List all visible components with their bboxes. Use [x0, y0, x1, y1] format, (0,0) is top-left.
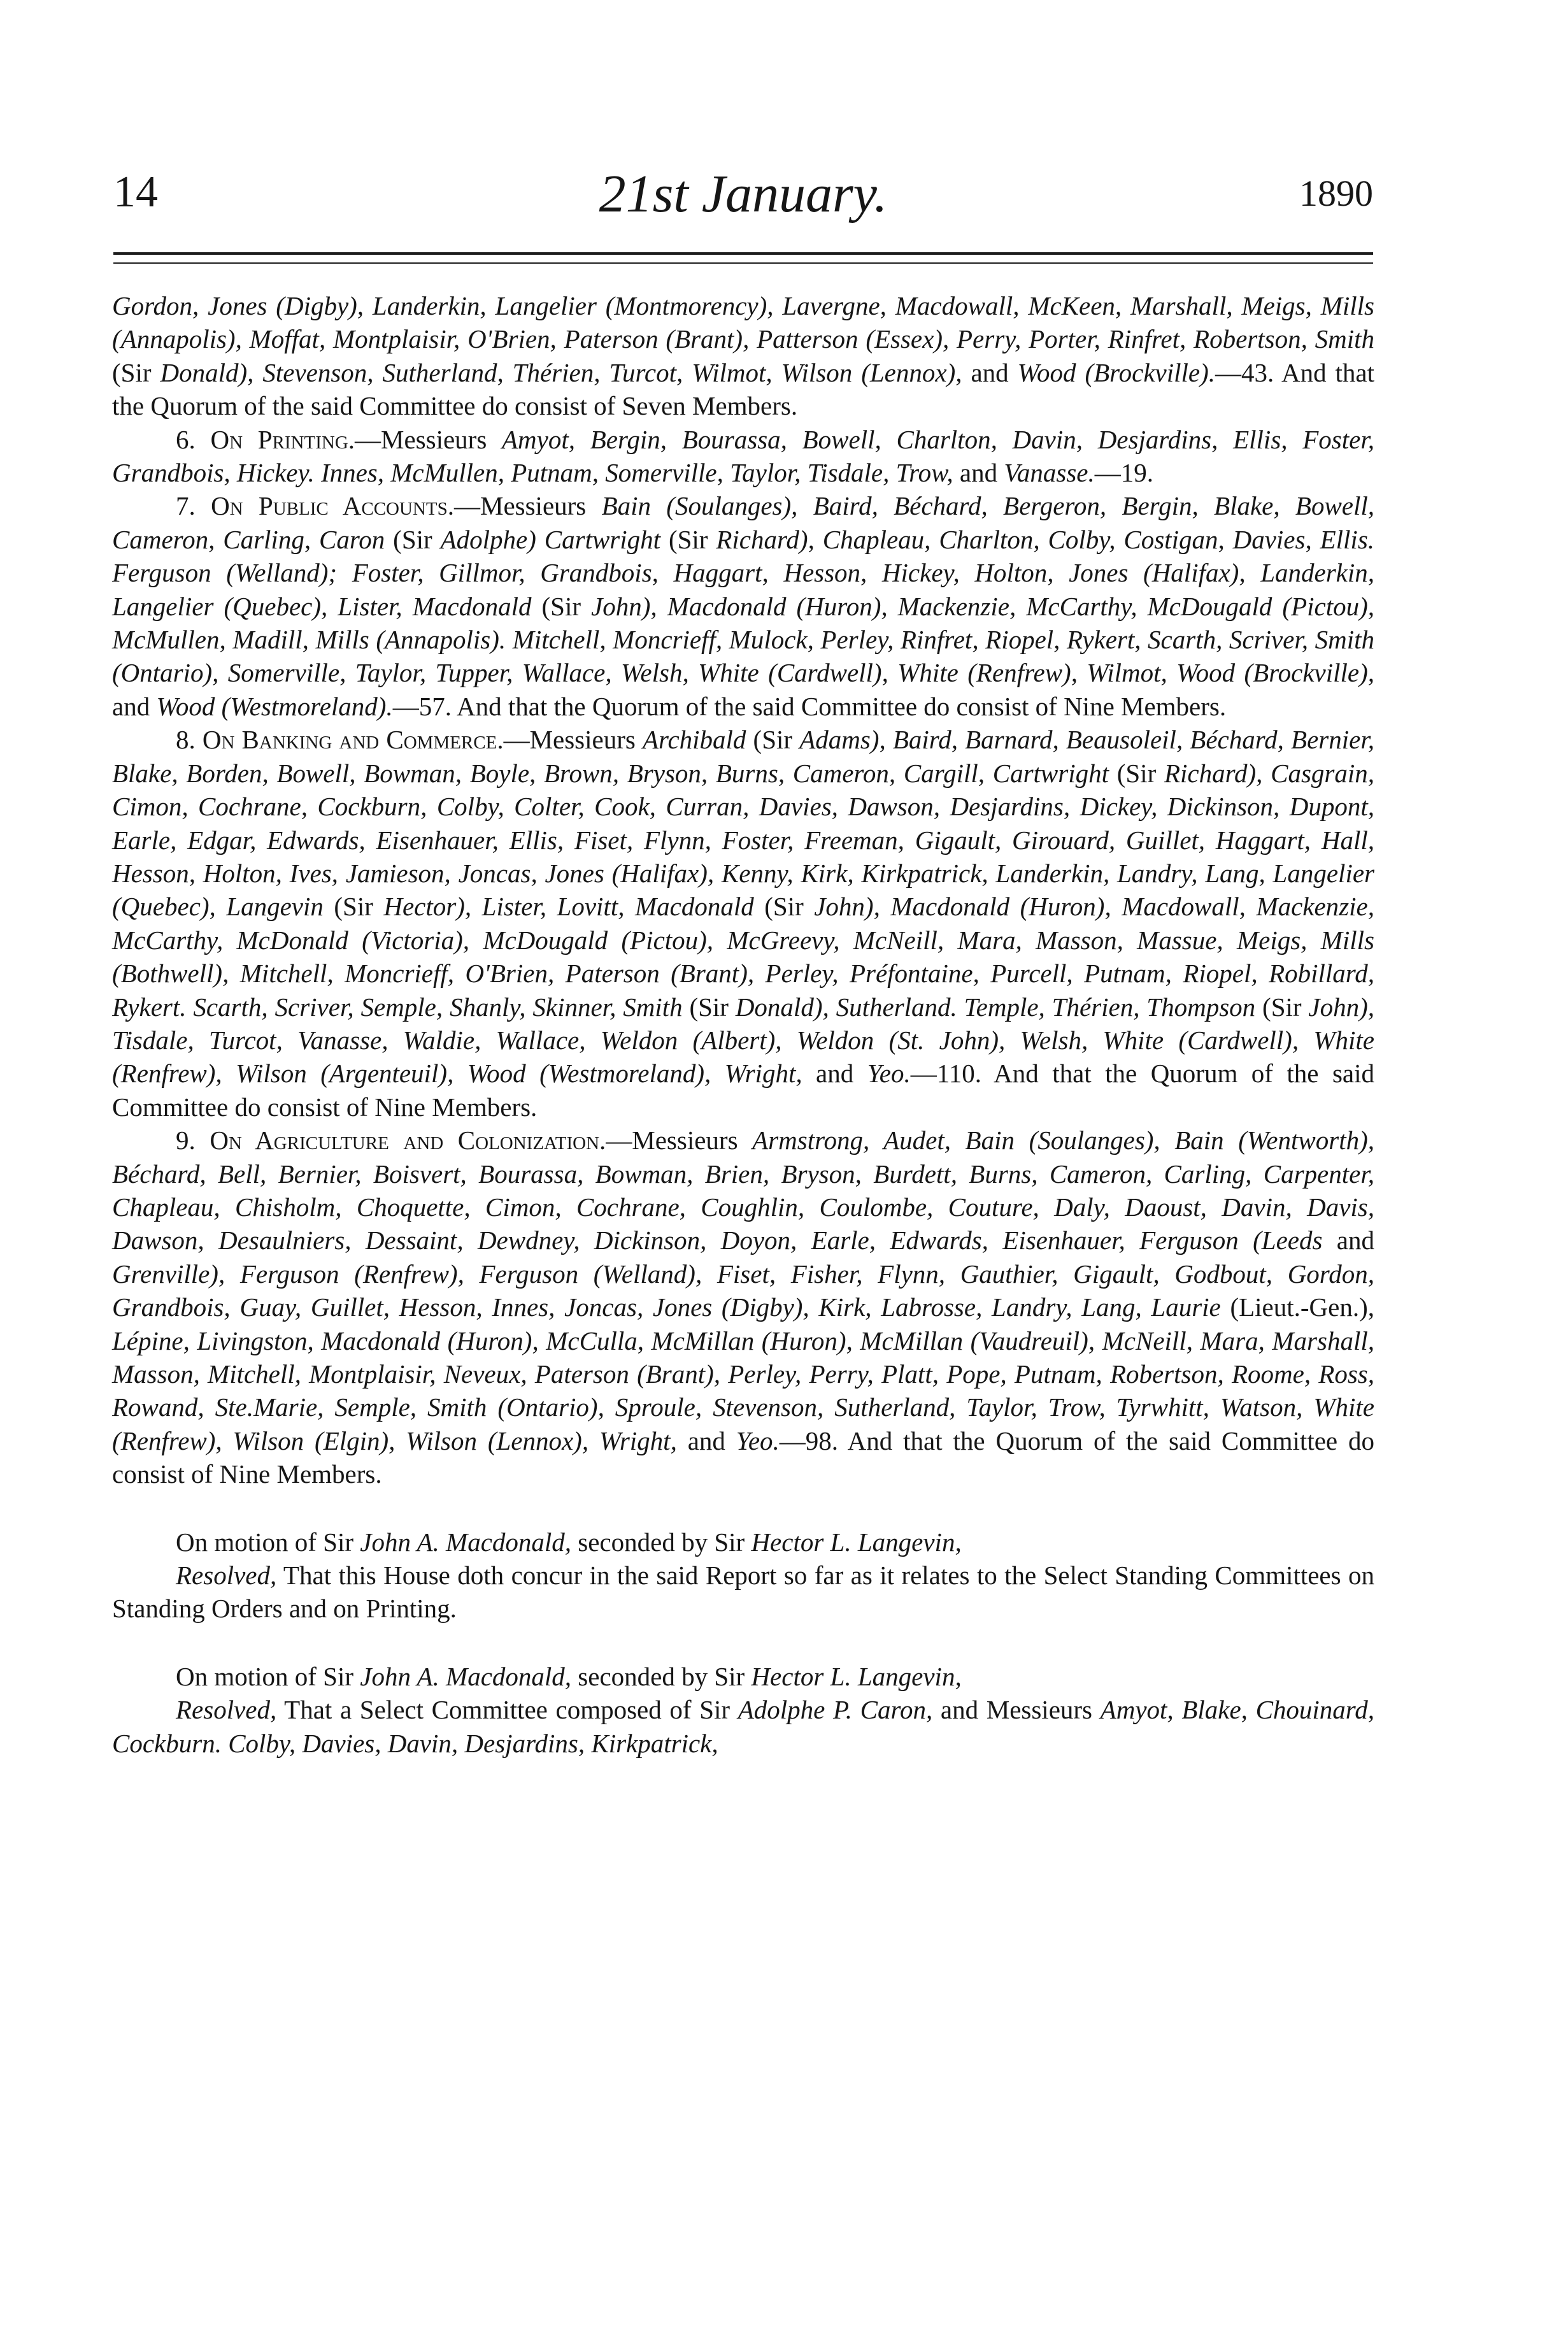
text-run: —Messieurs	[606, 1126, 753, 1155]
member-names: Hector L. Langevin,	[751, 1527, 962, 1557]
member-names: John), Macdonald (Huron), Macdowall, Mackenzie, McCarthy, McDonald (Victoria), McDougald (Pictou), McGreevy, McNeill, Mara, Masson, Massue, Meigs, Mills (Bothwell), Mitchell, Moncrieff, O'Brien, Paterson (Brant), Perley, Préfontaine, Purcell, Putnam, Riopel, Robillard, Rykert. Scarth, Scriver, Semple, Shanly, Skinner, Smith	[112, 892, 1374, 1022]
member-names: Gordon, Jones (Digby), Landerkin, Langelier (Montmorency), Lavergne, Macdowall, McKeen, Marshall, Meigs, Mills (Annapolis), Moffat, Montplaisir, O'Brien, Paterson (Brant), Patterson (Essex), Perry, Porter, Rinfret, Robertson, Smith	[112, 291, 1374, 354]
text-run: —110. And that the Quorum of the said Committee do consist of Nine Members.	[112, 1059, 1375, 1122]
member-names: Hector), Lister, Lovitt, Macdonald	[383, 892, 754, 922]
member-names: Vanasse.	[1004, 458, 1095, 488]
member-names: John A. Macdonald,	[360, 1661, 572, 1691]
text-run: and	[112, 691, 157, 721]
committee-heading: On Public Accounts.	[211, 491, 454, 521]
header-rule-thin	[113, 262, 1373, 264]
text-run: That a Select Committee composed of Sir	[276, 1695, 738, 1725]
member-names: Donald), Sutherland. Temple, Thérien, Thompson	[735, 992, 1256, 1022]
member-names: Donald), Stevenson, Sutherland, Thérien, Turcot, Wilmot, Wilson (Lennox),	[160, 357, 962, 387]
page-year: 1890	[1299, 173, 1373, 214]
committee-heading: On Printing.	[210, 424, 355, 454]
resolution-second	[112, 1693, 1374, 1760]
text-run: and Messieurs	[932, 1695, 1101, 1725]
text-run: That this House doth concur in the said Report so far as it relates to the Select Standing Committees on Standing Orders and on Printing.	[112, 1561, 1374, 1624]
text-run: seconded by Sir	[571, 1527, 752, 1557]
text-run: (Sir	[1109, 758, 1164, 788]
page-number: 14	[113, 168, 158, 217]
member-names: Wood (Westmoreland).	[156, 691, 393, 721]
resolution-first	[112, 1559, 1374, 1626]
text-run: —Messieurs	[453, 491, 602, 521]
text-run: 8.	[176, 725, 203, 755]
text-run: —Messieurs	[355, 424, 502, 454]
committee-public-accounts	[112, 489, 1374, 723]
text-run: (Sir	[531, 591, 592, 621]
text-run: On motion of Sir	[176, 1527, 360, 1557]
text-run: (Sir	[682, 992, 736, 1022]
text-run: and	[1322, 1226, 1374, 1255]
member-names: John), Tisdale, Turcot, Vanasse, Waldie, Wallace, Weldon (Albert), Weldon (St. John), Welsh, White (Cardwell), White (Renfrew), Wilson (Argenteuil), Wood (Westmoreland), Wright,	[112, 992, 1375, 1089]
committee-banking-commerce	[112, 723, 1374, 1124]
member-names: Wood (Brockville).	[1017, 357, 1215, 387]
member-names: Armstrong, Audet, Bain (Soulanges), Bain (Wentworth), Béchard, Bell, Bernier, Boisvert, Bourassa, Bowman, Brien, Bryson, Burdett, Burns, Cameron, Carling, Carpenter, Chapleau, Chisholm, Choquette, Cimon, Cochrane, Coughlin, Coulombe, Couture, Daly, Daoust, Davin, Davis, Dawson, Desaulniers, Dessaint, Dewdney, Dickinson, Doyon, Earle, Edwards, Eisenhauer, Ferguson (Leeds	[112, 1126, 1374, 1255]
text-run: and	[802, 1059, 867, 1089]
committee-heading: On Banking and Commerce.	[202, 725, 504, 755]
text-run: —19.	[1094, 458, 1153, 488]
member-names: Adolphe P. Caron,	[738, 1695, 933, 1725]
text-run: (Sir	[323, 892, 384, 922]
member-names: John A. Macdonald,	[360, 1527, 572, 1557]
member-names: Yeo.	[736, 1426, 780, 1455]
committee-printing	[112, 423, 1374, 490]
text-run: On motion of Sir	[176, 1661, 360, 1691]
committee-agriculture-colonization	[112, 1124, 1374, 1490]
text-run: seconded by Sir	[571, 1661, 752, 1691]
text-run: —98. And that the Quorum of the said Committee do consist of Nine Members.	[112, 1426, 1374, 1489]
text-run: (Lieut.-Gen.),	[1220, 1292, 1375, 1322]
text-run: and	[676, 1426, 736, 1455]
text-run: (Sir	[112, 357, 160, 387]
text-run: (Sir	[385, 524, 441, 554]
member-names: Adolphe) Cartwright	[440, 524, 661, 554]
text-run: —57. And that the Quorum of the said Committee do consist of Nine Members.	[392, 691, 1227, 721]
page-body	[112, 289, 1374, 1760]
member-names: John), Macdonald (Huron), Mackenzie, McCarthy, McDougald (Pictou), McMullen, Madill, Mills (Annapolis). Mitchell, Moncrieff, Mulock, Perley, Rinfret, Riopel, Rykert, Scarth, Scriver, Smith (Ontario), Somerville, Taylor, Tupper, Wallace, Welsh, White (Cardwell), White (Renfrew), Wilmot, Wood (Brockville),	[112, 591, 1374, 688]
text-run: (Sir	[753, 892, 815, 922]
member-names: Amyot, Blake, Chouinard, Cockburn. Colby, Davies, Davin, Desjardins, Kirkpatrick,	[112, 1695, 1374, 1758]
member-names: Resolved,	[176, 1561, 277, 1590]
page-header	[113, 164, 1373, 231]
text-run: (Sir	[746, 725, 800, 755]
motion-first	[112, 1526, 1374, 1559]
page-date: 21st January.	[599, 164, 888, 224]
text-run: (Sir	[660, 524, 716, 554]
committee-heading: On Agriculture and Colonization.	[210, 1126, 606, 1155]
member-names: Amyot, Bergin, Bourassa, Bowell, Charlton, Davin, Desjardins, Ellis, Foster, Grandbois, Hickey. Innes, McMullen, Putnam, Somerville, Taylor, Tisdale, Trow,	[112, 424, 1375, 488]
member-names: Archibald	[642, 725, 746, 755]
header-rule-thick	[113, 252, 1373, 255]
text-run: and	[962, 357, 1018, 387]
member-names: Bain (Soulanges), Baird, Béchard, Bergeron, Bergin, Blake, Bowell, Cameron, Carling, Caron	[112, 491, 1375, 554]
text-run: —Messieurs	[503, 725, 643, 755]
member-names: Richard), Chapleau, Charlton, Colby, Costigan, Davies, Ellis. Ferguson (Welland); Foster, Gillmor, Grandbois, Haggart, Hesson, Hickey, Holton, Jones (Halifax), Landerkin, Langelier (Quebec), Lister, Macdonald	[112, 524, 1375, 621]
text-run: 9.	[176, 1126, 210, 1155]
text-run: —43. And that the Quorum of the said Committee do consist of Seven Members.	[112, 357, 1375, 421]
member-names: Lépine, Livingston, Macdonald (Huron), McCulla, McMillan (Huron), McMillan (Vaudreuil), McNeill, Mara, Marshall, Masson, Mitchell, Montplaisir, Neveux, Paterson (Brant), Perley, Perry, Platt, Pope, Putnam, Robertson, Roome, Ross, Rowand, Ste.Marie, Semple, Smith (Ontario), Sproule, Stevenson, Sutherland, Taylor, Trow, Tyrwhitt, Watson, White (Renfrew), Wilson (Elgin), Wilson (Lennox), Wright,	[112, 1326, 1374, 1455]
text-run: (Sir	[1255, 992, 1309, 1022]
text-run: 7.	[176, 491, 211, 521]
member-names: Adams), Baird, Barnard, Beausoleil, Béchard, Bernier, Blake, Borden, Bowell, Bowman, Boyle, Brown, Bryson, Burns, Cameron, Cargill, Cartwright	[112, 725, 1375, 788]
text-run: and	[953, 458, 1004, 488]
member-names: Hector L. Langevin,	[751, 1661, 962, 1691]
member-names: Grenville), Ferguson (Renfrew), Ferguson (Welland), Fiset, Fisher, Flynn, Gauthier, Gigault, Godbout, Gordon, Grandbois, Guay, Guillet, Hesson, Innes, Joncas, Jones (Digby), Kirk, Labrosse, Landry, Lang, Laurie	[112, 1259, 1374, 1322]
member-names: Resolved,	[176, 1695, 277, 1725]
member-names: Richard), Casgrain, Cimon, Cochrane, Cockburn, Colby, Colter, Cook, Curran, Davies, Dawson, Desjardins, Dickey, Dickinson, Dupont, Earle, Edgar, Edwards, Eisenhauer, Ellis, Fiset, Flynn, Foster, Freeman, Gigault, Girouard, Guillet, Haggart, Hall, Hesson, Holton, Ives, Jamieson, Joncas, Jones (Halifax), Kenny, Kirk, Kirkpatrick, Landerkin, Landry, Lang, Langelier (Quebec), Langevin	[112, 758, 1375, 922]
member-names: Yeo.	[867, 1059, 911, 1089]
motion-second	[112, 1660, 1374, 1693]
text-run: 6.	[176, 424, 211, 454]
committee-continuation	[112, 289, 1374, 423]
